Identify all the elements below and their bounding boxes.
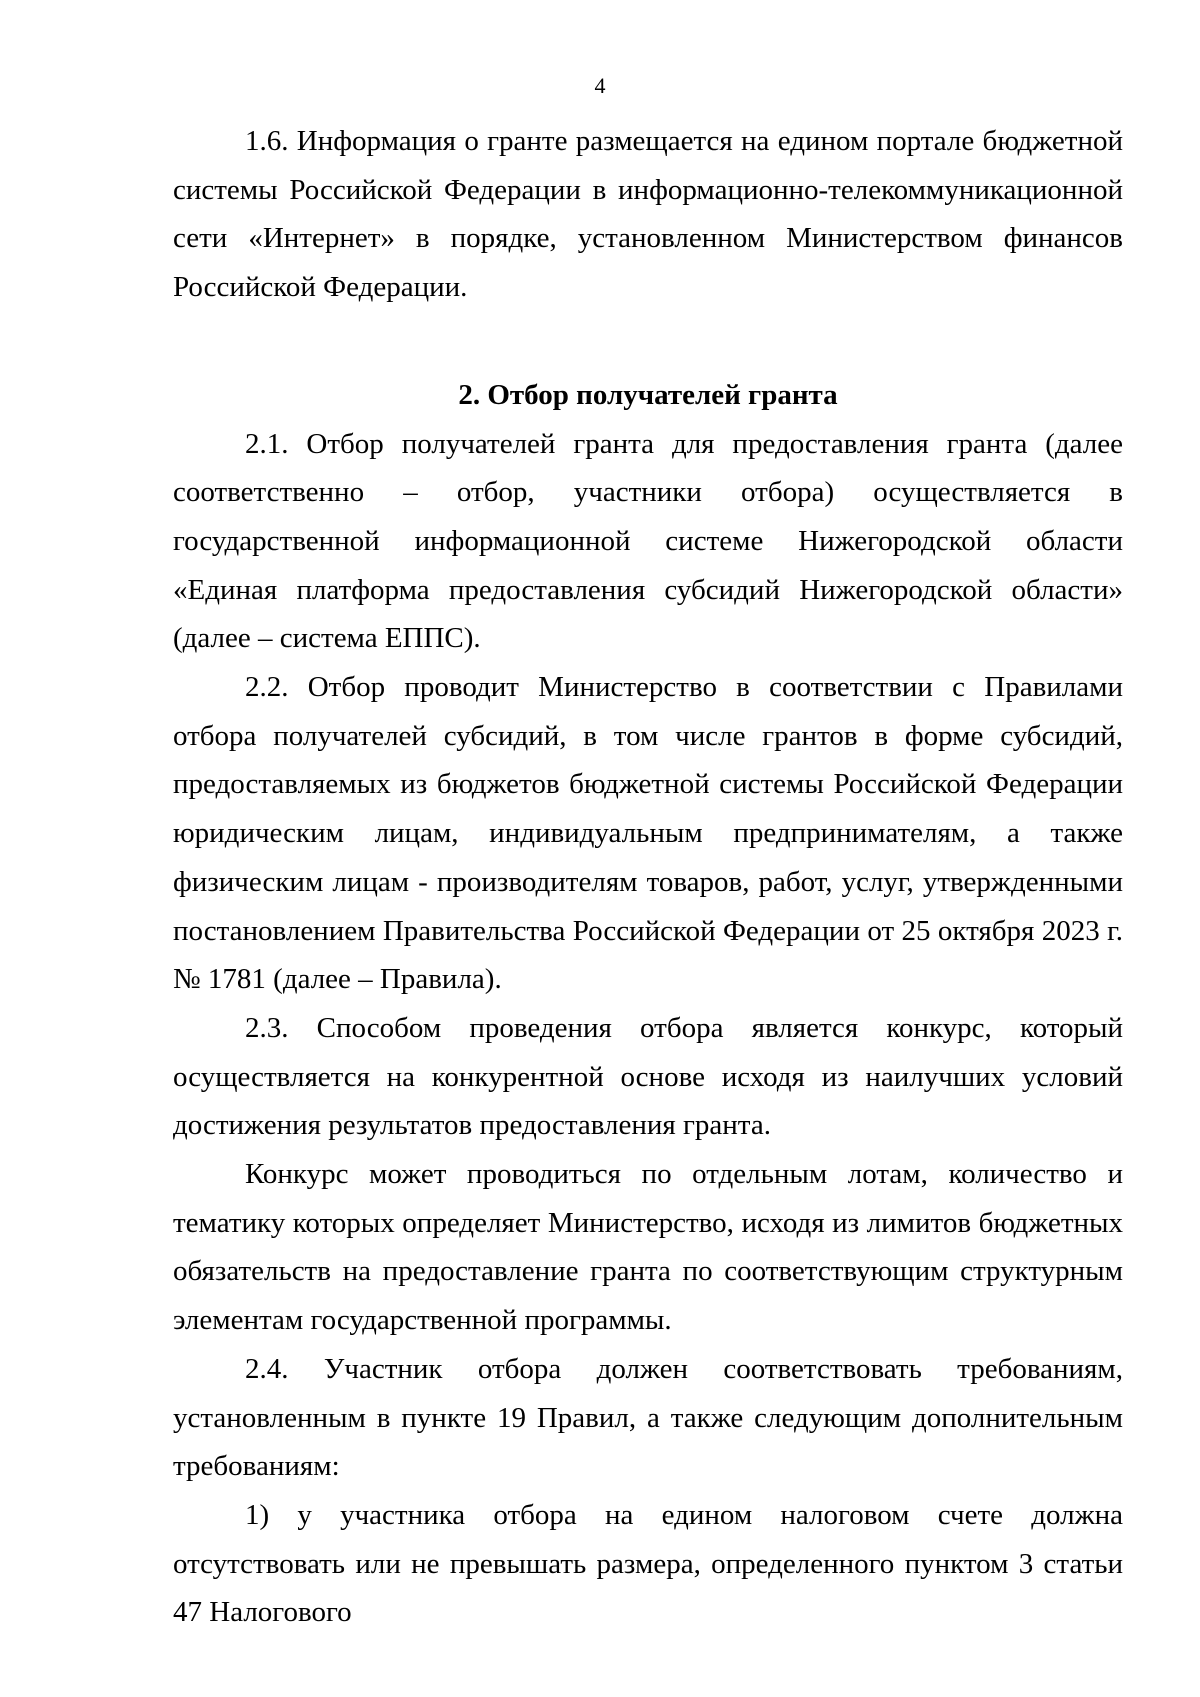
paragraph-2-2: 2.2. Отбор проводит Министерство в соответствии с Правилами отбора получателей субсидий, в том числе грантов в форме субсидий, предоставляемых из бюджетов бюджетной системы Российской Федерации юридическим лицам, индивидуальным предпринимателям, а также физическим лицам - производителям товаров, работ, услуг, утвержденными постановлением Правительства Российской Федерации от 25 октября 2023 г. № 1781 (далее – Правила). <box>173 671 1123 996</box>
paragraph-2-3: 2.3. Способом проведения отбора является конкурс, который осуществляется на конкурентной основе исходя из наилучших условий достижения результатов предоставления гранта. <box>173 1011 1123 1142</box>
paragraph-2-4-item-1: 1) у участника отбора на едином налоговом счете должна отсутствовать или не превышать размера, определенного пунктом 3 статьи 47 Налогового <box>173 1498 1123 1629</box>
paragraph-1-6: 1.6. Информация о гранте размещается на едином портале бюджетной системы Российской Федерации в информационно-телекоммуникационной сети «Интернет» в порядке, установленном Министерством финансов Российской Федерации. <box>173 125 1123 304</box>
paragraph-2-1: 2.1. Отбор получателей гранта для предоставления гранта (далее соответственно – отбор, участники отбора) осуществляется в государственной информационной системе Нижегородской области «Единая платформа предоставления субсидий Нижегородской области» (далее – система ЕППС). <box>173 427 1123 655</box>
paragraph-2-3-lots: Конкурс может проводиться по отдельным лотам, количество и тематику которых определяет Министерство, исходя из лимитов бюджетных обязательств на предоставление гранта по соответствующим структурным элементам государственной программы. <box>173 1158 1123 1337</box>
paragraph-2-4: 2.4. Участник отбора должен соответствовать требованиям, установленным в пункте 19 Правил, а также следующим дополнительным требованиям: <box>173 1352 1123 1483</box>
section-2-heading: 2. Отбор получателей гранта <box>458 378 838 411</box>
document-body <box>173 117 1123 1637</box>
page-number: 4 <box>594 73 606 98</box>
